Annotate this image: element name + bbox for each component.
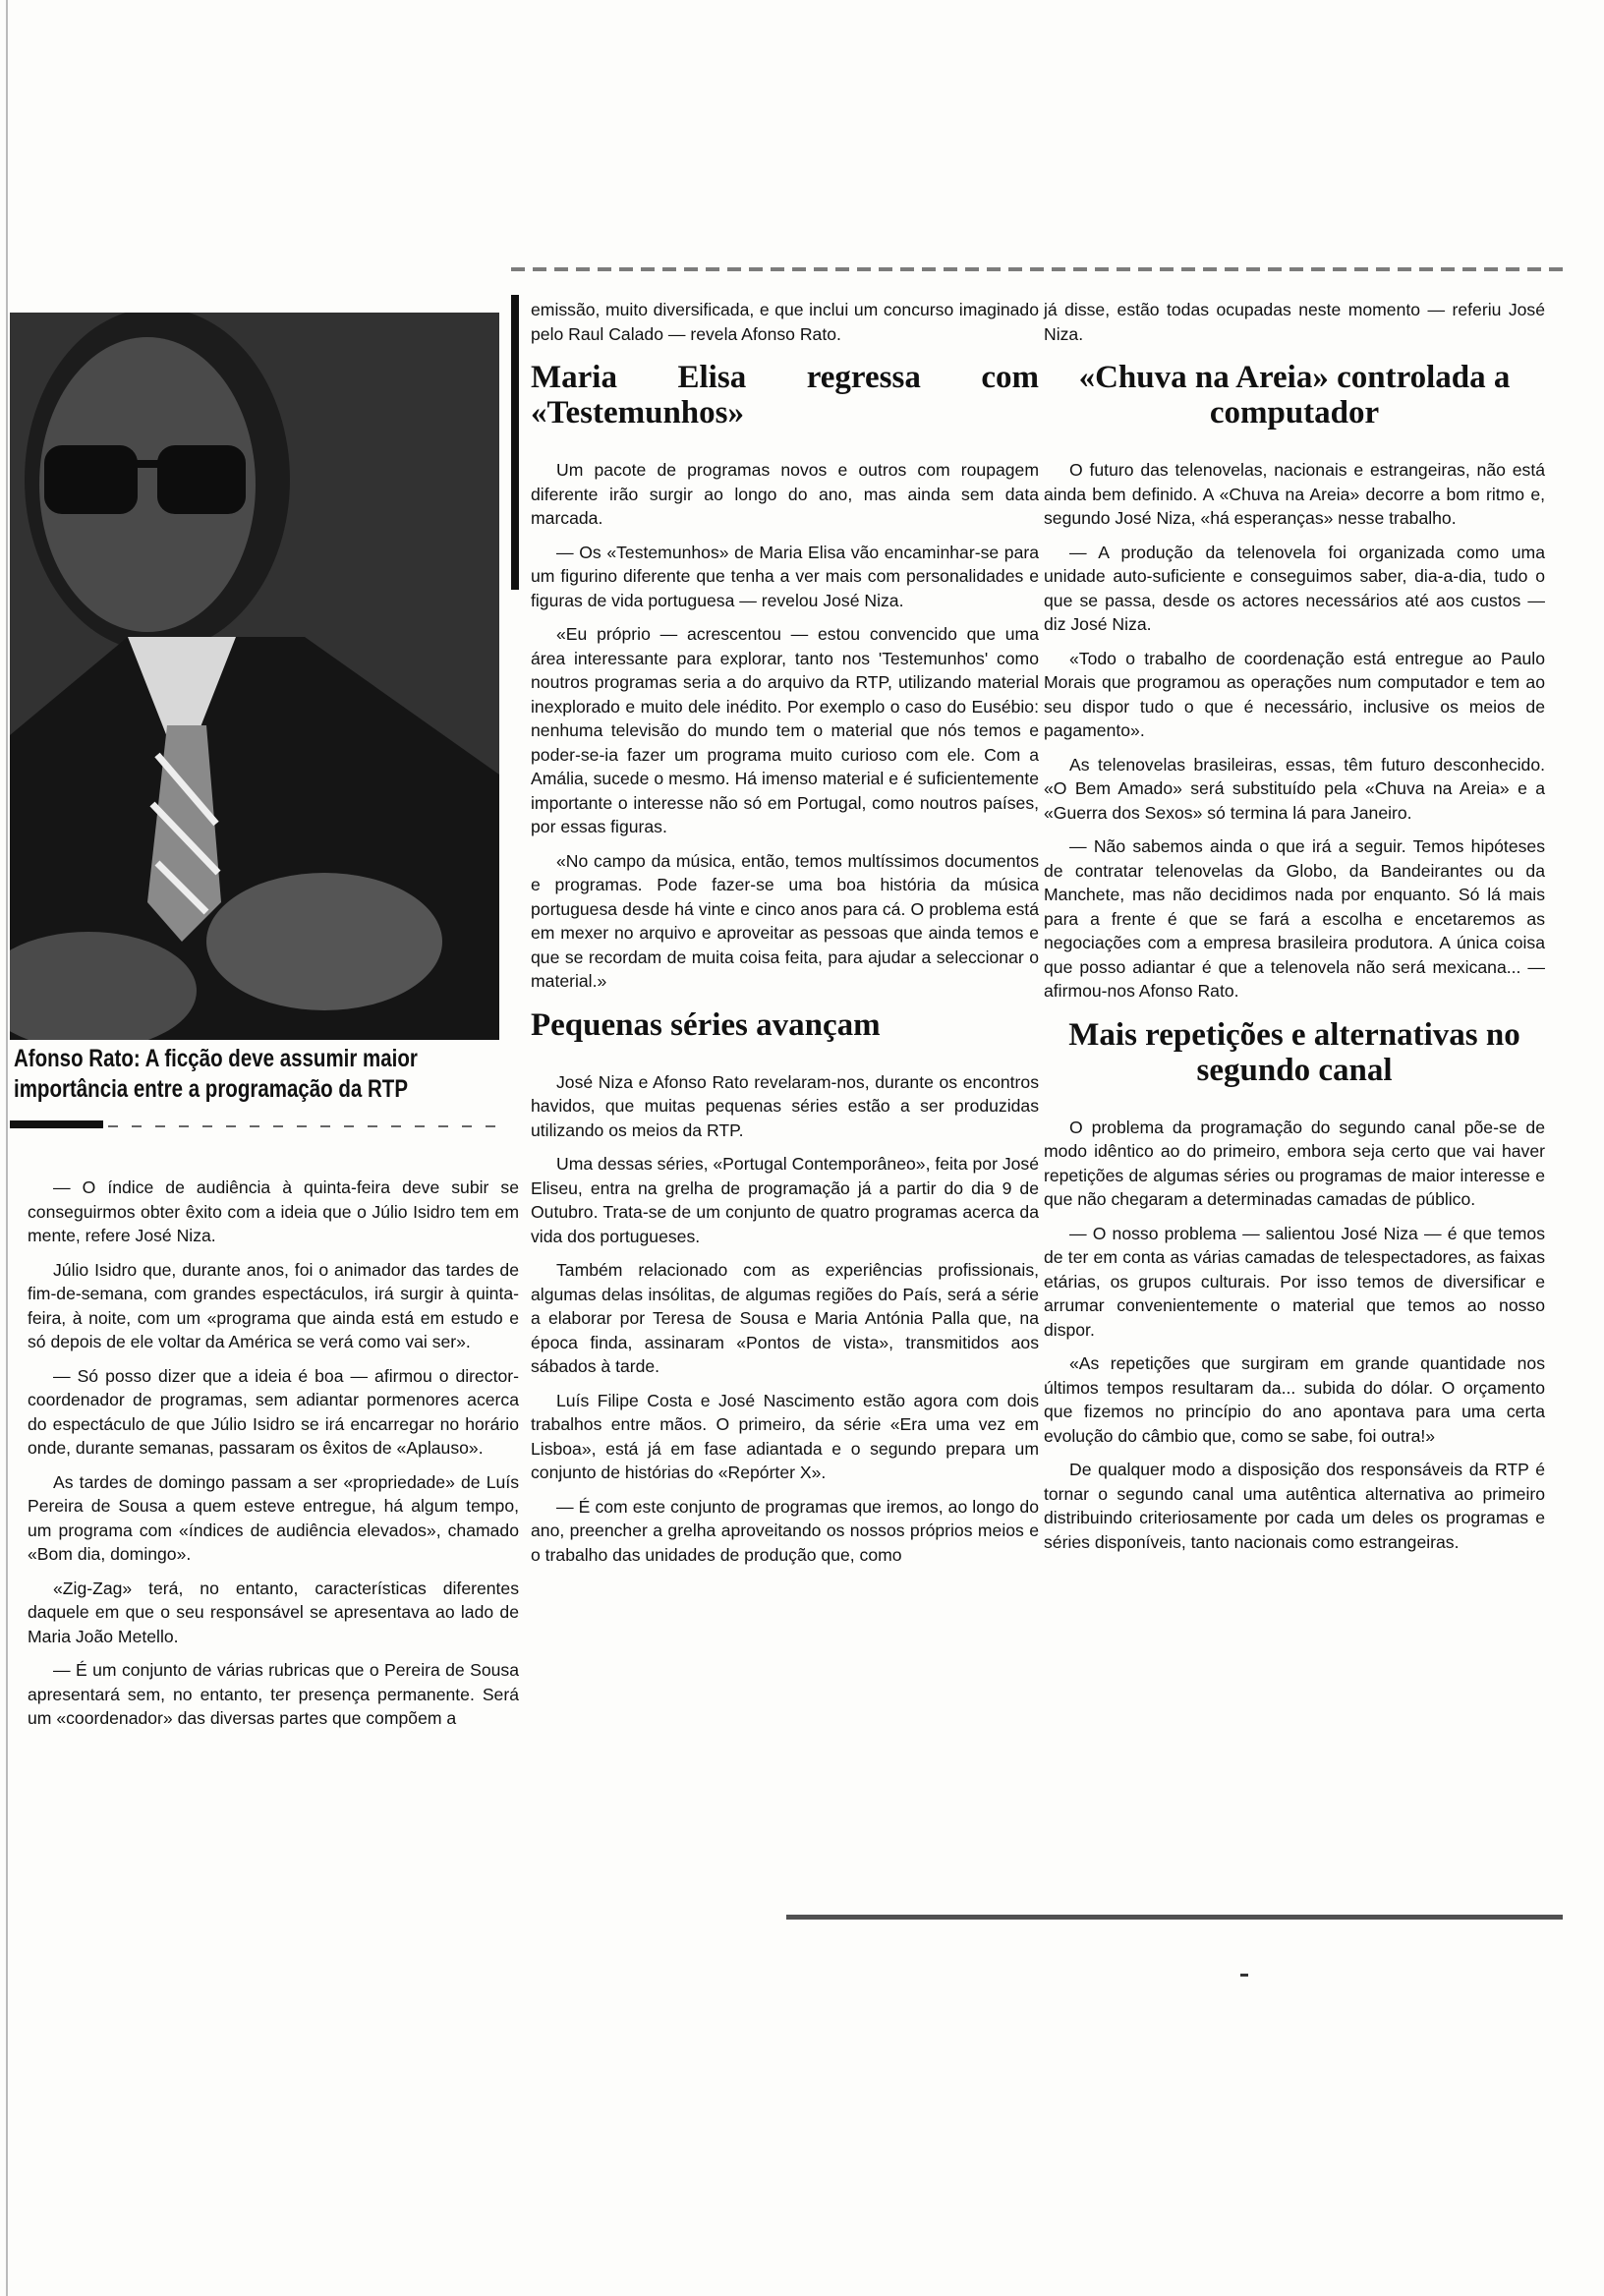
paragraph: José Niza e Afonso Rato revelaram-nos, durante os encontros havidos, que muitas pequenas séries estão a ser produzidas utilizando os meios da RTP. xyxy=(531,1071,1039,1140)
portrait-illustration xyxy=(10,313,499,1040)
paragraph: As tardes de domingo passam a ser «propriedade» de Luís Pereira de Sousa a quem esteve entregue, há algum tempo, um programa com «índices de audiência elevados», chamado «Bom dia, domingo». xyxy=(28,1471,519,1564)
paragraph: — O índice de audiência à quinta-feira deve subir se conseguirmos obter êxito com a ideia que o Júlio Isidro tem em mente, refere José Niza. xyxy=(28,1177,519,1245)
paragraph: emissão, muito diversificada, e que inclui um concurso imaginado pelo Raul Calado — revela Afonso Rato. xyxy=(531,300,1039,344)
paragraph: Uma dessas séries, «Portugal Contemporâneo», feita por José Eliseu, entra na grelha de programação já a partir do dia 9 de Outubro. Trata-se de um conjunto de quatro programas acerca da vida dos portugueses. xyxy=(531,1154,1039,1246)
paragraph: Também relacionado com as experiências profissionais, algumas delas insólitas, de algumas regiões do País, será a série a elaborar por Teresa de Sousa e Maria Antónia Palla que, na época finda, assinaram «Pontos de vista», transmitidos aos sábados à tarde. xyxy=(531,1260,1039,1376)
bottom-divider xyxy=(786,1915,1563,1920)
caption-rule xyxy=(10,1120,103,1128)
article-column-right xyxy=(1044,298,1545,1564)
stray-mark xyxy=(1240,1974,1248,1977)
article-column-middle xyxy=(531,298,1039,1577)
paragraph: — É com este conjunto de programas que iremos, ao longo do ano, preencher a grelha aproveitando os nossos próprios meios e o trabalho das unidades de produção que, como xyxy=(531,1496,1039,1565)
section-heading: Maria Elisa regressa com «Testemunhos» xyxy=(531,360,1039,430)
paragraph: — É um conjunto de várias rubricas que o Pereira de Sousa apresentará sem, no entanto, ter presença permanente. Será um «coordenador» das diversas partes que compõem a xyxy=(28,1660,519,1728)
paragraph: — Não sabemos ainda o que irá a seguir. Temos hipóteses de contratar telenovelas da Globo, da Bandeirantes ou da Manchete, mas não decidimos nada por enquanto. Só lá mais para a frente é que se fará a escolha e encetaremos as negociações com a empresa brasileira produtora. A única coisa que posso adiantar é que a telenovela não será mexicana... — afirmou-nos Afonso Rato. xyxy=(1044,836,1545,1001)
paragraph: — O nosso problema — salientou José Niza — é que temos de ter em conta as várias camadas de telespectadores, as faixas etárias, os grupos culturais. Por isso temos de diversificar e arrumar convenientemente o material que temos ao nosso dispor. xyxy=(1044,1223,1545,1340)
top-divider xyxy=(511,267,1563,271)
paragraph: — Só posso dizer que a ideia é boa — afirmou o director-coordenador de programas, sem adiantar pormenores acerca do espectáculo de que Júlio Isidro se irá encarregar no horário onde, durante semanas, passaram os êxitos de «Aplauso». xyxy=(28,1365,519,1458)
section-heading: Pequenas séries avançam xyxy=(531,1006,881,1043)
paragraph: já disse, estão todas ocupadas neste momento — referiu José Niza. xyxy=(1044,300,1545,344)
paragraph: As telenovelas brasileiras, essas, têm futuro desconhecido. «O Bem Amado» será substituído pela «Chuva na Areia» e a «Guerra dos Sexos» só termina lá para Janeiro. xyxy=(1044,754,1545,823)
column-bar xyxy=(511,295,519,590)
article-column-left xyxy=(28,1176,519,1741)
paragraph: «Eu próprio — acrescentou — estou convencido que uma área interessante para explorar, tanto nos 'Testemunhos' como noutros programas seria a do arquivo da RTP, utilizando material inexplorado e muito dele inédito. Por exemplo o caso do Eusébio: nenhuma televisão do mundo tem o material que nós temos e poder-se-ia fazer um programa muito curioso com ele. Com a Amália, sucede o mesmo. Há imenso material e é suficientemente importante o interesse não só em Portugal, como noutros países, por essas figuras. xyxy=(531,624,1039,836)
section-heading: Mais repetições e alternativas no segundo canal xyxy=(1068,1016,1520,1088)
paragraph: De qualquer modo a disposição dos responsáveis da RTP é tornar o segundo canal uma autêntica alternativa ao primeiro distribuindo criteriosamente por cada um deles os programas e séries disponíveis, tanto nacionais como estrangeiras. xyxy=(1044,1460,1545,1552)
section-heading: «Chuva na Areia» controlada a computador xyxy=(1078,360,1511,430)
paragraph: O problema da programação do segundo canal põe-se de modo idêntico ao do primeiro, embora seja certo que vai haver repetições de algumas séries ou programas de maior interesse e que não chegaram a determinadas camadas de público. xyxy=(1044,1117,1545,1209)
paragraph: «Todo o trabalho de coordenação está entregue ao Paulo Morais que programou as operações num computador e tem ao seu dispor tudo o que é necessário, inclusive os meios de pagamento». xyxy=(1044,648,1545,740)
paragraph: Um pacote de programas novos e outros com roupagem diferente irão surgir ao longo do ano, mas ainda sem data marcada. xyxy=(531,460,1039,528)
paragraph: Luís Filipe Costa e José Nascimento estão agora com dois trabalhos entre mãos. O primeiro, da série «Era uma vez em Lisboa», está já em fase adiantada e o segundo prepara um conjunto de histórias do «Repórter X». xyxy=(531,1390,1039,1482)
portrait-photo xyxy=(10,313,499,1040)
paragraph: «As repetições que surgiram em grande quantidade nos últimos tempos resultaram da... subida do dólar. O orçamento que fizemos no princípio do ano apontava para uma certa evolução do câmbio que, como se sabe, foi outra!» xyxy=(1044,1353,1545,1446)
caption-rule-dashed xyxy=(108,1125,501,1127)
paragraph: «Zig-Zag» terá, no entanto, características diferentes daquele em que o seu responsável se apresentava ao lado de Maria João Metello. xyxy=(28,1578,519,1646)
paragraph: O futuro das telenovelas, nacionais e estrangeiras, não está ainda bem definido. A «Chuva na Areia» decorre a bom ritmo e, segundo José Niza, «há esperanças» nesse trabalho. xyxy=(1044,460,1545,528)
paragraph: — Os «Testemunhos» de Maria Elisa vão encaminhar-se para um figurino diferente que tenha a ver mais com personalidades e figuras de vida portuguesa — revelou José Niza. xyxy=(531,542,1039,610)
paragraph: — A produção da telenovela foi organizada como uma unidade auto-suficiente e conseguimos saber, dia-a-dia, tudo o que se passa, desde os actores necessários até aos custos — diz José Niza. xyxy=(1044,542,1545,634)
paragraph: «No campo da música, então, temos multíssimos documentos e programas. Pode fazer-se uma boa história da música portuguesa desde há vinte e cinco anos para cá. O problema está em mexer no arquivo e aproveitar as pessoas que ainda temos e que se recordam de muita coisa feita, para ajudar a seleccionar o material.» xyxy=(531,850,1039,991)
photo-caption: Afonso Rato: A ficção deve assumir maior importância entre a programação da RTP xyxy=(14,1045,418,1103)
page-edge xyxy=(6,0,8,2296)
paragraph: Júlio Isidro que, durante anos, foi o animador das tardes de fim-de-semana, com grandes espectáculos, irá surgir à quinta-feira, à noite, com um «programa que ainda está em estudo e só depois de ele voltar da América se verá como vai ser». xyxy=(28,1259,519,1351)
